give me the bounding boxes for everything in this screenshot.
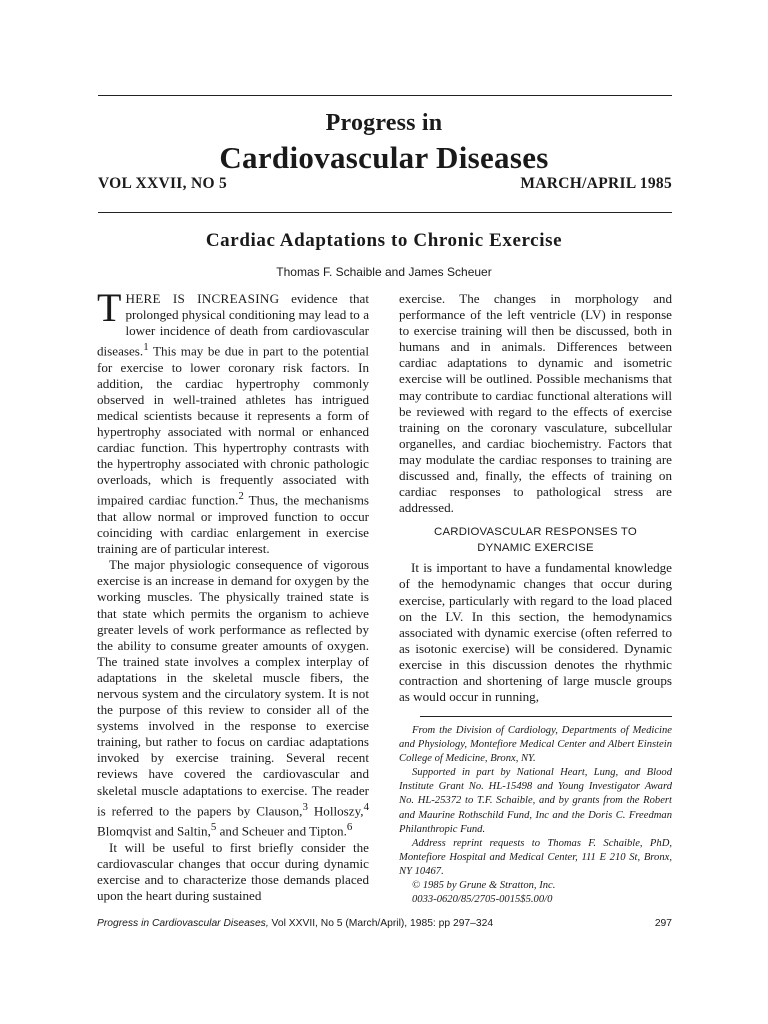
- journal-name: Cardiovascular Diseases: [219, 140, 549, 175]
- footnote-reprint: Address reprint requests to Thomas F. Schaible, PhD, Montefiore Hospital and Medical Center, 111 E 210 St, Bronx, NY 10467.: [399, 837, 672, 877]
- footer-citation: Progress in Cardiovascular Diseases, Vol XXVII, No 5 (March/April), 1985: pp 297–324: [97, 918, 494, 929]
- issue-date: MARCH/APRIL 1985: [520, 175, 672, 192]
- footnote-affiliation: From the Division of Cardiology, Departments of Medicine and Physiology, Montefiore Medical Center and Albert Einstein College of Medicine, Bronx, NY.: [399, 725, 672, 765]
- footnote-rule: [420, 716, 672, 717]
- header-top-rule: [98, 95, 672, 96]
- paragraph-overview: It will be useful to first briefly consider the cardiovascular changes that occur during dynamic exercise and to characterize those demands placed upon the heart during sustained: [97, 839, 369, 903]
- article-title: Cardiac Adaptations to Chronic Exercise: [205, 230, 563, 251]
- footnotes: [399, 724, 672, 907]
- reference-marker: 3: [302, 800, 308, 813]
- left-column: [97, 285, 370, 904]
- header-bottom-rule: [98, 212, 672, 213]
- drop-cap: T: [97, 285, 122, 330]
- journal-name-prefix: Progress in: [325, 110, 443, 136]
- page-number: 297: [654, 918, 672, 929]
- right-column: [399, 291, 672, 705]
- volume-number: VOL XXVII, NO 5: [98, 175, 228, 192]
- issue-line: [98, 175, 672, 193]
- page-footer: [97, 918, 672, 929]
- paragraph-hemodynamics: It is important to have a fundamental knowledge of the hemodynamic changes that occur during exercise, particularly with regard to the load placed on the LV. In this section, the hemodynamics associated with dynamic exercise (often referred to as isotonic exercise) will be considered. Dynamic exercise in this discussion denotes the rhythmic contraction and shortening of large muscle groups as would occur in running,: [399, 560, 672, 705]
- reference-marker: 6: [346, 821, 353, 834]
- footnote-copyright: © 1985 by Grune & Stratton, Inc.: [412, 880, 556, 892]
- reference-marker: 1: [143, 341, 149, 354]
- footnote-support: Supported in part by National Heart, Lung, and Blood Institute Grant No. HL-15498 and Young Investigator Award No. HL-25372 to T.F. Schaible, and by grants from the Robert and Maurine Rothschild Fund, Inc and the Doris C. Freedman Philanthropic Fund.: [399, 767, 672, 835]
- section-heading: CARDIOVASCULAR RESPONSES TO DYNAMIC EXERCISE: [434, 526, 637, 555]
- reference-marker: 5: [210, 821, 217, 834]
- paragraph-continued: exercise. The changes in morphology and performance of the left ventricle (LV) in response to exercise training will then be discussed, both in humans and in animals. Differences between cardiac adaptations to dynamic and isometric exercise will be outlined. Possible mechanisms that may contribute to cardiac functional alterations will be reviewed with regard to the effects of exercise training on the coronary vasculature, subcellular organelles, and cardiac biochemistry. Factors that may modulate the cardiac responses to training are discussed and, finally, the effects of training on cardiac responses to pathological stress are addressed.: [399, 291, 672, 516]
- paragraph-intro: THERE IS INCREASING evidence that prolonged physical conditioning may lead to a lower incidence of death from cardiovascular diseases.$^1$ This may be due in part to the potential for exercise to lower coronary risk factors. In addition, the cardiac hypertrophy commonly observed in well-trained athletes has intrigued medical scientists because it represents a form of hypertrophy associated with normal or enhanced cardiac function. This hypertrophy contrasts with the hypertrophy associated with chronic pathologic overloads, which is frequently associated with impaired cardiac function.$^2$ Thus, the mechanisms that allow normal or improved function to occur coinciding with cardiac enlargement in exercise training are of particular interest.: [97, 285, 369, 557]
- footnote-code: 0033-0620/85/2705-0015$5.00/0: [412, 894, 553, 906]
- paragraph-physiology: The major physiologic consequence of vigorous exercise is an increase in demand for oxygen by the working muscles. The physically trained state is that state which permits the organism to achieve greater levels of work performance as reflected by the ability to consume greater amounts of oxygen. The trained state involves a complex interplay of adaptations in the skeletal muscle fibers, the nervous system and the circulatory system. It is not the purpose of this review to consider all of the systems involved in the response to exercise training, but rather to focus on cardiac adaptations invoked by exercise training. Several recent reviews have covered the cardiovascular and skeletal muscle adaptations to exercise. The reader is referred to the papers by Clauson,$^3$ Holloszy,$^4$ Blomqvist and Saltin,$^5$ and Scheuer and Tipton.$^6$: [97, 557, 370, 839]
- article-authors: Thomas F. Schaible and James Scheuer: [276, 265, 492, 279]
- reference-marker: 4: [363, 800, 370, 813]
- reference-marker: 2: [238, 490, 244, 503]
